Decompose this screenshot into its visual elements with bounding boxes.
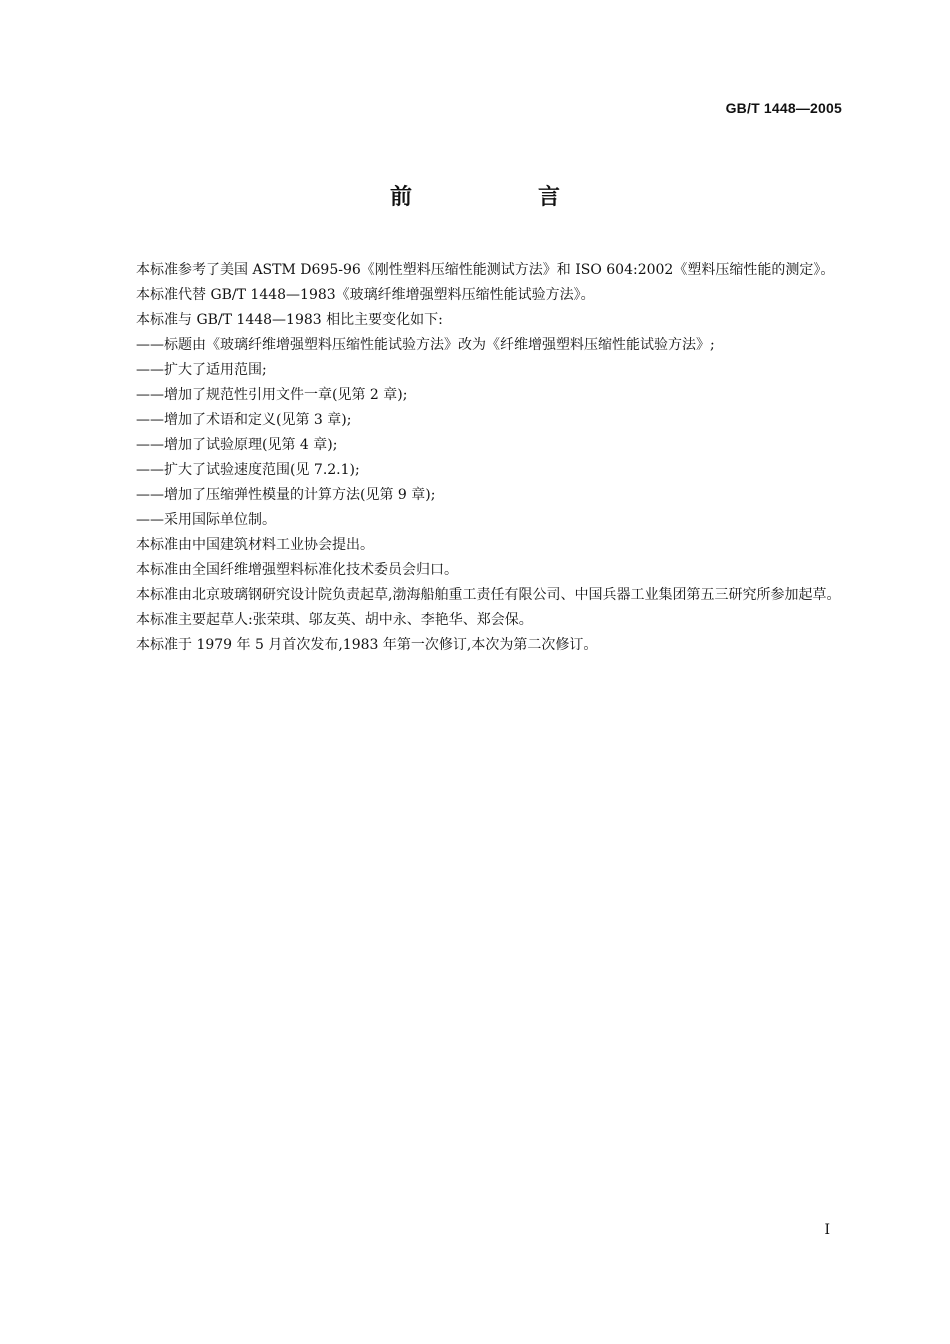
list-item: ——标题由《玻璃纤维增强塑料压缩性能试验方法》改为《纤维增强塑料压缩性能试验方法》; [136, 337, 715, 353]
standard-code: GB/T 1448—2005 [725, 100, 842, 116]
paragraph-committee: 本标准由全国纤维增强塑料标准化技术委员会归口。 [136, 562, 458, 578]
page-number: I [824, 1222, 830, 1238]
list-item: ——扩大了试验速度范围(见 7.2.1); [136, 462, 360, 478]
paragraph-reference: 本标准参考了美国 ASTM D695-96《刚性塑料压缩性能测试方法》和 ISO 604:2002《塑料压缩性能的测定》。 [136, 262, 835, 278]
paragraph-drafters-org: 本标准由北京玻璃钢研究设计院负责起草,渤海船舶重工责任有限公司、中国兵器工业集团第五三研究所参加起草。 [136, 587, 841, 603]
paragraph-replaces: 本标准代替 GB/T 1448—1983《玻璃纤维增强塑料压缩性能试验方法》。 [136, 287, 595, 303]
paragraph-history: 本标准于 1979 年 5 月首次发布,1983 年第一次修订,本次为第二次修订。 [136, 637, 598, 653]
list-item: ——采用国际单位制。 [136, 512, 276, 528]
list-item: ——增加了规范性引用文件一章(见第 2 章); [136, 387, 408, 403]
page-title: 前 言 [389, 185, 612, 210]
paragraph-drafters: 本标准主要起草人:张荣琪、邬友英、胡中永、李艳华、郑会保。 [136, 612, 533, 628]
list-item: ——增加了术语和定义(见第 3 章); [136, 412, 352, 428]
changes-list [108, 333, 842, 533]
list-item: ——扩大了适用范围; [136, 362, 267, 378]
list-item: ——增加了压缩弹性模量的计算方法(见第 9 章); [136, 487, 436, 503]
paragraph-proposer: 本标准由中国建筑材料工业协会提出。 [136, 537, 374, 553]
foreword-body [108, 258, 842, 658]
paragraph-changes-intro: 本标准与 GB/T 1448—1983 相比主要变化如下: [136, 312, 443, 328]
list-item: ——增加了试验原理(见第 4 章); [136, 437, 338, 453]
